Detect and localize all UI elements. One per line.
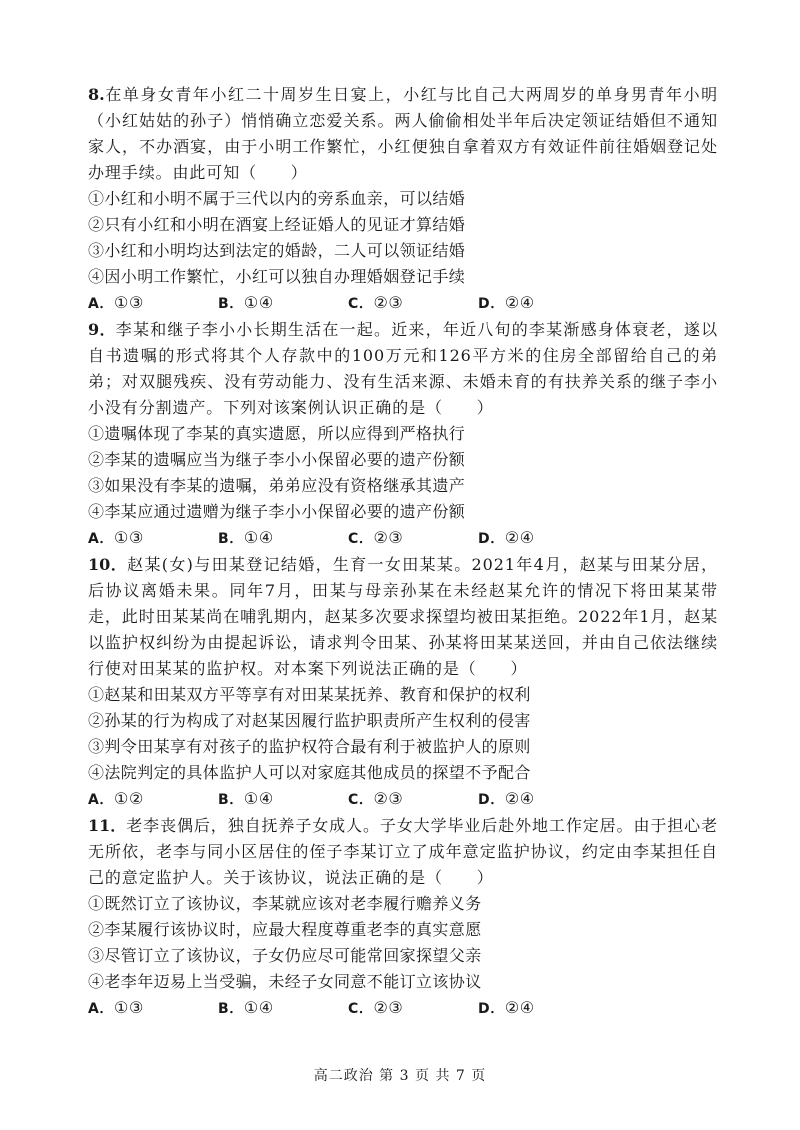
option-b (218, 786, 348, 813)
option-letter: D． (478, 531, 505, 547)
statement-4: ④老李年迈易上当受骗，未经子女同意不能订立该协议 (88, 972, 482, 991)
option-letter: B． (218, 531, 244, 547)
option-text: ②④ (504, 998, 535, 1017)
statement-1: ①遗嘱体现了李某的真实遗愿，所以应得到严格执行 (88, 424, 466, 443)
question-stem (88, 317, 718, 421)
statement-1: ①小红和小明不属于三代以内的旁系血亲，可以结婚 (88, 189, 466, 208)
option-b (218, 525, 348, 552)
option-text: ②④ (504, 293, 535, 312)
option-d (478, 290, 608, 317)
question-stem (88, 813, 718, 891)
option-text: ②④ (504, 789, 535, 808)
option-d (478, 995, 608, 1022)
option-text: ②③ (373, 998, 404, 1017)
option-letter: C． (348, 296, 374, 312)
question-9 (88, 317, 718, 552)
statement-1: ①赵某和田某双方平等享有对田某某抚养、教育和保护的权利 (88, 685, 531, 704)
question-stem (88, 552, 718, 682)
statement-3: ③尽管订立了该协议，子女仍应尽可能常回家探望父亲 (88, 946, 482, 965)
page-footer: 高二政治 第 3 页 共 7 页 (313, 1068, 487, 1084)
option-letter: A． (88, 531, 115, 547)
answer-options (88, 995, 608, 1022)
statement-4: ④法院判定的具体监护人可以对家庭其他成员的探望不予配合 (88, 763, 531, 782)
option-letter: B． (218, 1001, 244, 1017)
option-letter: A． (88, 296, 115, 312)
statement-3: ③小红和小明均达到法定的婚龄，二人可以领证结婚 (88, 241, 466, 260)
option-text: ①④ (243, 789, 274, 808)
answer-options (88, 525, 608, 552)
option-letter: D． (478, 296, 505, 312)
question-text: 赵某(女)与田某登记结婚，生育一女田某某。2021年4月，赵某与田某分居，后协议离婚未果。同年7月，田某与母亲孙某在未经赵某允许的情况下将田某某带走，此时田某某尚在哺乳期内，赵某多次要求探望均被田某拒绝。2022年1月，赵某以监护权纠纷为由提起诉讼，请求判令田某、孙某将田某某送回，并由自己依法继续行使对田某某的监护权。对本案下列说法正确的是（ ） (88, 555, 718, 678)
option-letter: C． (348, 792, 374, 808)
question-text: 李某和继子李小小长期生活在一起。近来，年近八旬的李某渐感身体衰老，遂以自书遗嘱的形式将其个人存款中的100万元和126平方米的住房全部留给自己的弟弟；对双腿残疾、没有劳动能力、没有生活来源、未婚未育的有扶养关系的继子李小小没有分割遗产。下列对该案例认识正确的是（ ） (88, 320, 718, 417)
option-b (218, 290, 348, 317)
option-text: ②③ (373, 293, 404, 312)
option-text: ①④ (243, 998, 274, 1017)
statement-2: ②只有小红和小明在酒宴上经证婚人的见证才算结婚 (88, 215, 466, 234)
question-number: 11． (88, 816, 127, 835)
option-a (88, 525, 218, 552)
statement-4: ④李某应通过遗赠为继子李小小保留必要的遗产份额 (88, 502, 466, 521)
question-text: 老李丧偶后，独自抚养子女成人。子女大学毕业后赴外地工作定居。由于担心老无所依，老李与同小区居住的侄子李某订立了成年意定监护协议，约定由李某担任自己的意定监护人。关于该协议，说法正确的是（ ） (88, 816, 718, 887)
option-c (348, 525, 478, 552)
option-c (348, 786, 478, 813)
question-8 (88, 82, 718, 317)
option-text: ①④ (243, 528, 274, 547)
option-letter: C． (348, 531, 374, 547)
option-letter: A． (88, 792, 115, 808)
answer-options (88, 290, 608, 317)
question-number: 9． (88, 320, 116, 339)
option-letter: C． (348, 1001, 374, 1017)
option-c (348, 995, 478, 1022)
exam-page (88, 82, 718, 1022)
question-10 (88, 552, 718, 813)
option-letter: D． (478, 1001, 505, 1017)
option-a (88, 290, 218, 317)
option-text: ②③ (373, 789, 404, 808)
question-text: 在单身女青年小红二十周岁生日宴上，小红与比自己大两周岁的单身男青年小明（小红姑姑的孙子）悄悄确立恋爱关系。两人偷偷相处半年后决定领证结婚但不通知家人，不办酒宴，由于小明工作繁忙，小红便独自拿着双方有效证件前往婚姻登记处办理手续。由此可知（ ） (88, 85, 718, 182)
option-c (348, 290, 478, 317)
question-11 (88, 813, 718, 1022)
statement-2: ②李某的遗嘱应当为继子李小小保留必要的遗产份额 (88, 450, 466, 469)
option-a (88, 786, 218, 813)
statement-1: ①既然订立了该协议，李某就应该对老李履行赡养义务 (88, 894, 482, 913)
option-text: ②④ (504, 528, 535, 547)
statement-2: ②李某履行该协议时，应最大程度尊重老李的真实意愿 (88, 920, 482, 939)
option-text: ①③ (114, 998, 144, 1017)
answer-options (88, 786, 608, 813)
option-text: ①② (114, 789, 144, 808)
option-letter: A． (88, 1001, 115, 1017)
option-text: ①③ (114, 293, 144, 312)
option-text: ①④ (243, 293, 274, 312)
option-d (478, 525, 608, 552)
option-letter: B． (218, 296, 244, 312)
option-letter: D． (478, 792, 505, 808)
statement-2: ②孙某的行为构成了对赵某因履行监护职责所产生权利的侵害 (88, 711, 531, 730)
statement-3: ③判令田某享有对孩子的监护权符合最有利于被监护人的原则 (88, 737, 531, 756)
statement-3: ③如果没有李某的遗嘱，弟弟应没有资格继承其遗产 (88, 476, 466, 495)
option-a (88, 995, 218, 1022)
option-d (478, 786, 608, 813)
question-stem (88, 82, 718, 186)
statement-4: ④因小明工作繁忙，小红可以独自办理婚姻登记手续 (88, 267, 466, 286)
option-letter: B． (218, 792, 244, 808)
question-number: 8. (88, 85, 105, 104)
question-number: 10． (88, 555, 128, 574)
option-b (218, 995, 348, 1022)
option-text: ②③ (373, 528, 404, 547)
option-text: ①③ (114, 528, 144, 547)
